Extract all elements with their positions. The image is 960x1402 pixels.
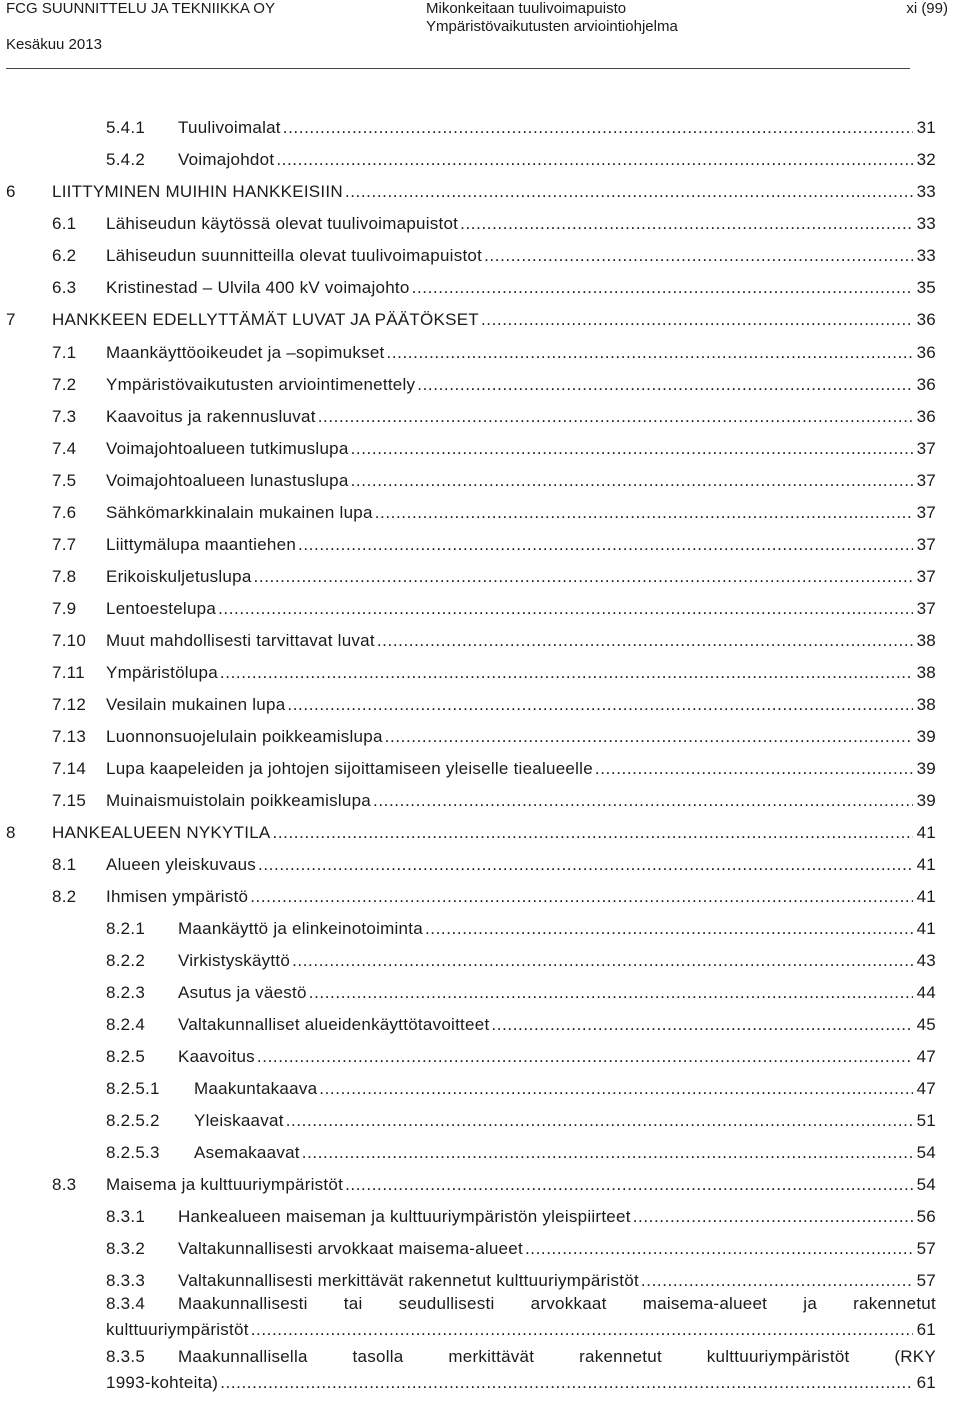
- toc-entry-title: Yleiskaavat: [194, 1111, 284, 1130]
- toc-entry-number: 8.2: [52, 887, 77, 906]
- toc-entry-number: 7.11: [52, 663, 85, 682]
- toc-entry[interactable]: [52, 881, 936, 913]
- toc-entry-page: 33: [916, 214, 936, 233]
- toc-entry-page: 33: [916, 182, 936, 201]
- toc-entry[interactable]: [106, 1344, 936, 1402]
- toc-entry-page: 37: [916, 471, 936, 490]
- toc-entry-number: 7.4: [52, 439, 77, 458]
- toc-entry-page: 45: [916, 1015, 936, 1034]
- toc-entry[interactable]: [106, 945, 936, 977]
- toc-entry-number: 6.1: [52, 214, 77, 233]
- toc-entry[interactable]: [52, 561, 936, 593]
- toc-entry-title: Ihmisen ympäristö: [106, 887, 249, 906]
- toc-entry-title: Lähiseudun käytössä olevat tuulivoimapuistot: [106, 214, 459, 233]
- toc-entry-number: 8.3.3: [106, 1271, 146, 1290]
- toc-dot-leader: [425, 913, 913, 945]
- toc-entry-number: 8.3.4: [106, 1294, 146, 1313]
- toc-dot-leader: [251, 1317, 913, 1343]
- toc-entry-number: 8.3.5: [106, 1347, 146, 1366]
- toc-dot-leader: [385, 721, 913, 753]
- toc-entry-number: 8.2.5: [106, 1047, 146, 1066]
- toc-entry[interactable]: [52, 593, 936, 625]
- toc-dot-leader: [298, 529, 913, 561]
- toc-entry-title: HANKKEEN EDELLYTTÄMÄT LUVAT JA PÄÄTÖKSET: [52, 310, 479, 329]
- toc-entry-number: 7.1: [52, 343, 77, 362]
- toc-entry-title: Luonnonsuojelulain poikkeamislupa: [106, 727, 383, 746]
- toc-entry-page: 38: [916, 663, 936, 682]
- toc-entry-title: Ympäristölupa: [106, 663, 218, 682]
- toc-entry[interactable]: [6, 176, 936, 208]
- toc-entry[interactable]: [106, 1105, 936, 1137]
- toc-dot-leader: [302, 1137, 913, 1169]
- toc-dot-leader: [292, 945, 913, 977]
- toc-dot-leader: [351, 433, 913, 465]
- toc-entry-number: 7.7: [52, 535, 77, 554]
- toc-entry-title: Kaavoitus ja rakennusluvat: [106, 407, 316, 426]
- toc-entry-page: 61: [916, 1320, 936, 1339]
- toc-entry-title: Lupa kaapeleiden ja johtojen sijoittamiseen yleiselle tiealueelle: [106, 759, 593, 778]
- toc-entry-number: 5.4.1: [106, 118, 146, 137]
- toc-entry-title: Vesilain mukainen lupa: [106, 695, 286, 714]
- toc-entry-number: 8.2.2: [106, 951, 146, 970]
- toc-entry-title: Valtakunnalliset alueidenkäyttötavoitteet: [178, 1015, 490, 1034]
- document-title: Ympäristövaikutusten arviointiohjelma: [426, 18, 678, 35]
- toc-entry-number: 8.3.1: [106, 1207, 146, 1226]
- toc-entry[interactable]: [52, 465, 936, 497]
- toc-entry[interactable]: [106, 1073, 936, 1105]
- toc-entry-title: Ympäristövaikutusten arviointimenettely: [106, 375, 416, 394]
- toc-entry-title: Erikoiskuljetuslupa: [106, 567, 252, 586]
- toc-entry-number: 7.8: [52, 567, 77, 586]
- toc-entry-title: Voimajohtoalueen lunastuslupa: [106, 471, 349, 490]
- toc-entry[interactable]: [106, 977, 936, 1009]
- document-date: Kesäkuu 2013: [6, 36, 102, 53]
- toc-entry-number: 8.2.4: [106, 1015, 146, 1034]
- toc-entry-page: 35: [916, 278, 936, 297]
- toc-dot-leader: [250, 881, 913, 913]
- toc-entry[interactable]: [6, 817, 936, 849]
- toc-entry-title: Hankealueen maiseman ja kulttuuriympäristön yleispiirteet: [178, 1207, 631, 1226]
- toc-dot-leader: [220, 657, 913, 689]
- toc-entry-number: 7.5: [52, 471, 77, 490]
- toc-entry-title: Kaavoitus: [178, 1047, 255, 1066]
- toc-entry-page: 57: [916, 1239, 936, 1258]
- toc-dot-leader: [351, 465, 913, 497]
- toc-entry-number: 7.6: [52, 503, 77, 522]
- toc-entry-page: 38: [916, 695, 936, 714]
- toc-entry-title: Asemakaavat: [194, 1143, 300, 1162]
- toc-entry-page: 37: [916, 503, 936, 522]
- toc-dot-leader: [417, 369, 913, 401]
- toc-entry-title: Muut mahdollisesti tarvittavat luvat: [106, 631, 375, 650]
- toc-entry-title: Maisema ja kulttuuriympäristöt: [106, 1175, 344, 1194]
- toc-entry-number: 7.3: [52, 407, 77, 426]
- toc-entry-title-continued: kulttuuriympäristöt: [106, 1320, 249, 1339]
- toc-entry-title: Maakuntakaava: [194, 1079, 318, 1098]
- toc-entry-title: Muinaismuistolain poikkeamislupa: [106, 791, 372, 810]
- toc-entry-number: 7.14: [52, 759, 87, 778]
- toc-entry-page: 41: [916, 919, 936, 938]
- toc-dot-leader: [286, 1105, 913, 1137]
- toc-entry-number: 7.12: [52, 695, 87, 714]
- toc-entry-page: 57: [916, 1271, 936, 1290]
- toc-dot-leader: [491, 1009, 913, 1041]
- toc-entry-number: 6.2: [52, 246, 77, 265]
- toc-dot-leader: [633, 1201, 913, 1233]
- toc-dot-leader: [345, 176, 913, 208]
- toc-entry-page: 47: [916, 1079, 936, 1098]
- toc-entry-page: 44: [916, 983, 936, 1002]
- toc-entry-number: 5.4.2: [106, 150, 146, 169]
- toc-dot-leader: [258, 849, 913, 881]
- toc-entry-title: Virkistyskäyttö: [178, 951, 291, 970]
- toc-entry-page: 54: [916, 1175, 936, 1194]
- toc-entry-number: 8.2.5.2: [106, 1111, 160, 1130]
- toc-dot-leader: [525, 1233, 913, 1265]
- project-name: Mikonkeitaan tuulivoimapuisto: [426, 0, 627, 17]
- toc-dot-leader: [484, 240, 913, 272]
- toc-entry-title: Voimajohtoalueen tutkimuslupa: [106, 439, 349, 458]
- toc-entry-title: Maankäyttö ja elinkeinotoiminta: [178, 919, 423, 938]
- toc-dot-leader: [375, 497, 913, 529]
- toc-entry-page: 36: [916, 310, 936, 329]
- toc-entry[interactable]: [52, 753, 936, 785]
- toc-entry-number: 8.3: [52, 1175, 77, 1194]
- toc-entry[interactable]: [52, 401, 936, 433]
- toc-dot-leader: [273, 817, 913, 849]
- toc-entry[interactable]: [106, 913, 936, 945]
- toc-entry[interactable]: [52, 369, 936, 401]
- toc-entry-page: 43: [916, 951, 936, 970]
- toc-entry-title: Sähkömarkkinalain mukainen lupa: [106, 503, 373, 522]
- toc-dot-leader: [595, 753, 913, 785]
- toc-entry-page: 47: [916, 1047, 936, 1066]
- toc-dot-leader: [220, 1370, 913, 1396]
- toc-entry-page: 51: [916, 1111, 936, 1130]
- toc-entry-number: 8.2.5.3: [106, 1143, 160, 1162]
- toc-entry[interactable]: [52, 625, 936, 657]
- toc-entry-number: 8.1: [52, 855, 77, 874]
- toc-entry[interactable]: [52, 240, 936, 272]
- toc-entry[interactable]: [52, 433, 936, 465]
- toc-entry-page: 37: [916, 567, 936, 586]
- toc-entry-page: 36: [916, 375, 936, 394]
- toc-dot-leader: [481, 304, 913, 336]
- toc-entry[interactable]: [52, 657, 936, 689]
- toc-entry-page: 38: [916, 631, 936, 650]
- toc-entry-number: 8.3.2: [106, 1239, 146, 1258]
- toc-entry-page: 56: [916, 1207, 936, 1226]
- toc-dot-leader: [345, 1169, 913, 1201]
- toc-entry-title: Valtakunnallisesti merkittävät rakennetut kulttuuriympäristöt: [178, 1271, 639, 1290]
- toc-entry-page: 37: [916, 439, 936, 458]
- toc-entry-number: 8.2.5.1: [106, 1079, 160, 1098]
- toc-entry-title-continued: 1993-kohteita): [106, 1373, 219, 1392]
- toc-entry-page: 37: [916, 599, 936, 618]
- toc-dot-leader: [460, 208, 913, 240]
- toc-entry-title: Maakunnallisesti tai seudullisesti arvokkaat maisema-alueet ja rakennetut: [178, 1294, 936, 1313]
- toc-entry[interactable]: [106, 1009, 936, 1041]
- toc-entry-number: 7.9: [52, 599, 77, 618]
- toc-entry[interactable]: [52, 689, 936, 721]
- toc-entry-page: 33: [916, 246, 936, 265]
- toc-entry-title: Kristinestad – Ulvila 400 kV voimajohto: [106, 278, 410, 297]
- toc-entry-number: 6.3: [52, 278, 77, 297]
- toc-entry-page: 32: [916, 150, 936, 169]
- toc-entry-page: 61: [916, 1373, 936, 1392]
- toc-entry[interactable]: [6, 304, 936, 336]
- toc-entry[interactable]: [106, 1137, 936, 1169]
- toc-entry-page: 37: [916, 535, 936, 554]
- toc-entry-page: 39: [916, 791, 936, 810]
- toc-entry-title: Maakunnallisella tasolla merkittävät rakennetut kulttuuriympäristöt (RKY: [178, 1347, 936, 1366]
- toc-entry[interactable]: [52, 529, 936, 561]
- toc-entry-title: HANKEALUEEN NYKYTILA: [52, 823, 271, 842]
- toc-entry-number: 8.2.1: [106, 919, 146, 938]
- toc-entry-title: Tuulivoimalat: [178, 118, 281, 137]
- toc-entry-page: 39: [916, 759, 936, 778]
- toc-entry[interactable]: [52, 785, 936, 817]
- toc-entry-title: LIITTYMINEN MUIHIN HANKKEISIIN: [52, 182, 343, 201]
- toc-entry-page: 54: [916, 1143, 936, 1162]
- toc-entry-title: Liittymälupa maantiehen: [106, 535, 297, 554]
- toc-entry[interactable]: [106, 144, 936, 176]
- toc-entry-title: Lähiseudun suunnitteilla olevat tuulivoimapuistot: [106, 246, 483, 265]
- company-name: FCG SUUNNITTELU JA TEKNIIKKA OY: [6, 0, 275, 17]
- toc-entry[interactable]: [52, 1169, 936, 1201]
- toc-dot-leader: [318, 401, 913, 433]
- toc-entry-page: 36: [916, 343, 936, 362]
- toc-entry-number: 7.13: [52, 727, 87, 746]
- toc-entry[interactable]: [106, 1041, 936, 1073]
- toc-entry-title: Maankäyttöoikeudet ja –sopimukset: [106, 343, 385, 362]
- toc-entry-title: Asutus ja väestö: [178, 983, 307, 1002]
- toc-entry[interactable]: [106, 1291, 936, 1349]
- toc-entry-number: 6: [6, 182, 16, 201]
- toc-dot-leader: [373, 785, 913, 817]
- toc-entry-page: 39: [916, 727, 936, 746]
- toc-dot-leader: [287, 689, 913, 721]
- toc-entry-number: 7.10: [52, 631, 87, 650]
- toc-dot-leader: [309, 977, 913, 1009]
- toc-entry[interactable]: [52, 497, 936, 529]
- toc-dot-leader: [276, 144, 913, 176]
- toc-entry-number: 7: [6, 310, 16, 329]
- toc-entry[interactable]: [52, 849, 936, 881]
- toc-entry[interactable]: [52, 208, 936, 240]
- toc-entry[interactable]: [106, 1201, 936, 1233]
- toc-dot-leader: [218, 593, 913, 625]
- toc-entry-page: 31: [916, 118, 936, 137]
- toc-dot-leader: [257, 1041, 913, 1073]
- toc-entry-number: 8.2.3: [106, 983, 146, 1002]
- toc-entry[interactable]: [106, 112, 936, 144]
- page-number: xi (99): [906, 0, 948, 17]
- toc-entry-title: Lentoestelupa: [106, 599, 217, 618]
- toc-entry[interactable]: [52, 721, 936, 753]
- toc-entry[interactable]: [52, 337, 936, 369]
- toc-entry[interactable]: [106, 1233, 936, 1265]
- toc-entry-title: Alueen yleiskuvaus: [106, 855, 257, 874]
- toc-dot-leader: [377, 625, 913, 657]
- toc-entry-number: 8: [6, 823, 16, 842]
- toc-entry-page: 41: [916, 855, 936, 874]
- toc-entry[interactable]: [52, 272, 936, 304]
- toc-entry-title: Valtakunnallisesti arvokkaat maisema-alueet: [178, 1239, 523, 1258]
- toc-entry-page: 36: [916, 407, 936, 426]
- toc-dot-leader: [283, 112, 913, 144]
- toc-dot-leader: [319, 1073, 913, 1105]
- toc-entry-page: 41: [916, 887, 936, 906]
- toc-dot-leader: [387, 337, 913, 369]
- toc-dot-leader: [412, 272, 913, 304]
- toc-entry-page: 41: [916, 823, 936, 842]
- toc-dot-leader: [254, 561, 913, 593]
- toc-entry-number: 7.2: [52, 375, 77, 394]
- toc-entry-number: 7.15: [52, 791, 87, 810]
- toc-entry-title: Voimajohdot: [178, 150, 275, 169]
